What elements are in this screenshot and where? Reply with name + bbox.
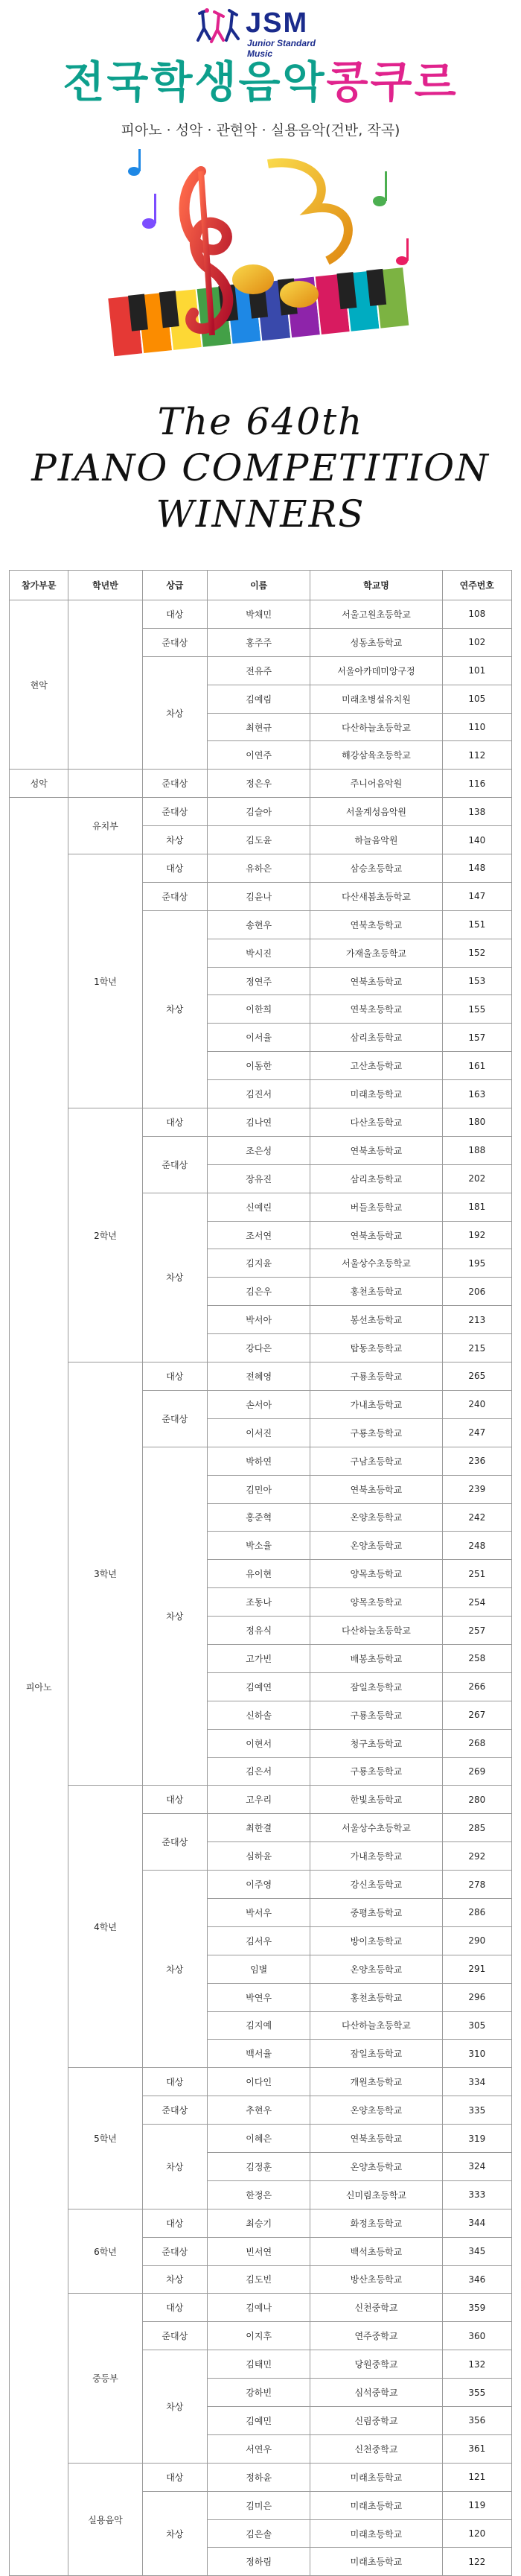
num-cell: 247 [442, 1418, 511, 1447]
num-cell: 291 [442, 1955, 511, 1983]
name-cell: 이현서 [208, 1729, 310, 1757]
table-row [10, 1108, 512, 1137]
name-cell: 정하윤 [208, 2463, 310, 2491]
num-cell: 296 [442, 1983, 511, 2011]
award-cell: 대상 [142, 2068, 208, 2096]
school-cell: 서울아카데미앙구정 [310, 656, 442, 685]
school-cell: 구룡초등학교 [310, 1362, 442, 1391]
brand-subtitle: Junior Standard Music [247, 38, 316, 59]
name-cell: 심하윤 [208, 1842, 310, 1871]
num-cell: 278 [442, 1871, 511, 1899]
num-cell: 286 [442, 1898, 511, 1926]
jsm-logo [194, 7, 342, 59]
header-name: 이름 [208, 571, 310, 600]
num-cell: 110 [442, 713, 511, 741]
num-cell: 161 [442, 1052, 511, 1080]
name-cell: 김은서 [208, 1757, 310, 1786]
award-cell: 대상 [142, 1786, 208, 1814]
award-cell: 준대상 [142, 770, 208, 798]
name-cell: 정은우 [208, 770, 310, 798]
school-cell: 중평초등학교 [310, 1898, 442, 1926]
name-cell: 김정훈 [208, 2152, 310, 2180]
title-part-1: 전국학생음악 [63, 57, 327, 107]
school-cell: 방이초등학교 [310, 1926, 442, 1955]
school-cell: 미래초등학교 [310, 2491, 442, 2519]
school-cell: 온양초등학교 [310, 1503, 442, 1532]
school-cell: 구룡초등학교 [310, 1701, 442, 1729]
num-cell: 112 [442, 741, 511, 770]
award-cell: 준대상 [142, 1814, 208, 1871]
num-cell: 102 [442, 628, 511, 656]
num-cell: 155 [442, 995, 511, 1024]
school-cell: 미래초등학교 [310, 2463, 442, 2491]
num-cell: 355 [442, 2379, 511, 2407]
num-cell: 361 [442, 2434, 511, 2463]
num-cell: 239 [442, 1475, 511, 1503]
table-row [10, 1362, 512, 1391]
school-cell: 신천중학교 [310, 2434, 442, 2463]
school-cell: 양목초등학교 [310, 1560, 442, 1588]
table-row [10, 2068, 512, 2096]
num-cell: 180 [442, 1108, 511, 1137]
num-cell: 267 [442, 1701, 511, 1729]
school-cell: 연북초등학교 [310, 1136, 442, 1164]
award-cell: 대상 [142, 2463, 208, 2491]
award-cell: 차상 [142, 1447, 208, 1786]
num-cell: 153 [442, 967, 511, 995]
title-part-2: 콩쿠르 [326, 57, 458, 107]
winners-line-2: PIANO COMPETITION [31, 446, 490, 489]
table-row [10, 1786, 512, 1814]
num-cell: 360 [442, 2322, 511, 2350]
name-cell: 이연주 [208, 741, 310, 770]
name-cell: 조은성 [208, 1136, 310, 1164]
header-number: 연주번호 [442, 571, 511, 600]
award-cell: 준대상 [142, 2322, 208, 2350]
award-cell: 준대상 [142, 1136, 208, 1193]
school-cell: 가내초등학교 [310, 1842, 442, 1871]
name-cell: 한정은 [208, 2180, 310, 2209]
name-cell: 김은우 [208, 1278, 310, 1306]
name-cell: 김태민 [208, 2350, 310, 2379]
name-cell: 장유진 [208, 1164, 310, 1193]
num-cell: 181 [442, 1193, 511, 1221]
school-cell: 가내초등학교 [310, 1390, 442, 1418]
table-header-row [10, 571, 512, 600]
award-cell: 차상 [142, 1193, 208, 1362]
name-cell: 김예민 [208, 2407, 310, 2435]
num-cell: 147 [442, 882, 511, 910]
num-cell: 269 [442, 1757, 511, 1786]
num-cell: 215 [442, 1334, 511, 1362]
num-cell: 265 [442, 1362, 511, 1391]
name-cell: 김은솔 [208, 2519, 310, 2548]
header-school: 학교명 [310, 571, 442, 600]
school-cell: 구남초등학교 [310, 1447, 442, 1475]
award-cell: 대상 [142, 600, 208, 629]
num-cell: 138 [442, 798, 511, 826]
num-cell: 310 [442, 2040, 511, 2068]
num-cell: 188 [442, 1136, 511, 1164]
name-cell: 김도빈 [208, 2265, 310, 2294]
school-cell: 온양초등학교 [310, 2096, 442, 2125]
winners-heading [0, 399, 521, 537]
school-cell: 화정초등학교 [310, 2209, 442, 2237]
school-cell: 다산초등학교 [310, 1108, 442, 1137]
name-cell: 송현우 [208, 910, 310, 939]
num-cell: 240 [442, 1390, 511, 1418]
num-cell: 292 [442, 1842, 511, 1871]
name-cell: 정연주 [208, 967, 310, 995]
award-cell: 차상 [142, 2125, 208, 2209]
table-row [10, 798, 512, 826]
num-cell: 151 [442, 910, 511, 939]
name-cell: 백서율 [208, 2040, 310, 2068]
award-cell: 대상 [142, 854, 208, 883]
num-cell: 359 [442, 2294, 511, 2322]
name-cell: 김도윤 [208, 826, 310, 854]
school-cell: 연북초등학교 [310, 1221, 442, 1249]
name-cell: 신하솔 [208, 1701, 310, 1729]
name-cell: 김예림 [208, 685, 310, 713]
school-cell: 연주중학교 [310, 2322, 442, 2350]
school-cell: 신미림초등학교 [310, 2180, 442, 2209]
school-cell: 배봉초등학교 [310, 1644, 442, 1672]
num-cell: 152 [442, 939, 511, 967]
school-cell: 버들초등학교 [310, 1193, 442, 1221]
award-cell: 차상 [142, 2265, 208, 2294]
name-cell: 최현규 [208, 713, 310, 741]
award-cell: 차상 [142, 1871, 208, 2068]
grade-cell: 2학년 [68, 1108, 142, 1362]
name-cell: 김서우 [208, 1926, 310, 1955]
winners-table [9, 570, 512, 2576]
school-cell: 고산초등학교 [310, 1052, 442, 1080]
num-cell: 101 [442, 656, 511, 685]
name-cell: 최한결 [208, 1814, 310, 1842]
table-row [10, 854, 512, 883]
grade-cell: 5학년 [68, 2068, 142, 2209]
school-cell: 가재울초등학교 [310, 939, 442, 967]
name-cell: 김윤나 [208, 882, 310, 910]
name-cell: 이혜은 [208, 2125, 310, 2153]
award-cell: 준대상 [142, 2096, 208, 2125]
school-cell: 주니어음악원 [310, 770, 442, 798]
category-cell: 현악 [10, 600, 68, 770]
num-cell: 120 [442, 2519, 511, 2548]
school-cell: 온양초등학교 [310, 1532, 442, 1560]
school-cell: 당원중학교 [310, 2350, 442, 2379]
num-cell: 121 [442, 2463, 511, 2491]
num-cell: 202 [442, 1164, 511, 1193]
num-cell: 116 [442, 770, 511, 798]
name-cell: 정하림 [208, 2548, 310, 2576]
school-cell: 다산하늘초등학교 [310, 1617, 442, 1645]
name-cell: 이서진 [208, 1418, 310, 1447]
name-cell: 강다은 [208, 1334, 310, 1362]
name-cell: 김나연 [208, 1108, 310, 1137]
school-cell: 삼승초등학교 [310, 854, 442, 883]
num-cell: 105 [442, 685, 511, 713]
school-cell: 연북초등학교 [310, 1475, 442, 1503]
grade-cell: 3학년 [68, 1362, 142, 1786]
grade-cell: 실용음악 [68, 2463, 142, 2576]
school-cell: 미래초등학교 [310, 2548, 442, 2576]
name-cell: 전혜영 [208, 1362, 310, 1391]
grade-cell: 중등부 [68, 2294, 142, 2463]
school-cell: 신림중학교 [310, 2407, 442, 2435]
award-cell: 차상 [142, 2491, 208, 2576]
num-cell: 195 [442, 1249, 511, 1278]
name-cell: 추현우 [208, 2096, 310, 2125]
grade-cell [68, 770, 142, 798]
school-cell: 연북초등학교 [310, 910, 442, 939]
name-cell: 박서우 [208, 1898, 310, 1926]
num-cell: 192 [442, 1221, 511, 1249]
winners-line-1: The 640th [157, 400, 364, 443]
school-cell: 강신초등학교 [310, 1871, 442, 1899]
category-cell: 성악 [10, 770, 68, 798]
num-cell: 290 [442, 1926, 511, 1955]
num-cell: 254 [442, 1588, 511, 1617]
award-cell: 준대상 [142, 1390, 208, 1447]
num-cell: 285 [442, 1814, 511, 1842]
school-cell: 방산초등학교 [310, 2265, 442, 2294]
num-cell: 266 [442, 1672, 511, 1701]
name-cell: 김슬아 [208, 798, 310, 826]
num-cell: 356 [442, 2407, 511, 2435]
school-cell: 온양초등학교 [310, 1955, 442, 1983]
school-cell: 양목초등학교 [310, 1588, 442, 1617]
name-cell: 박시진 [208, 939, 310, 967]
school-cell: 미래초병설유치원 [310, 685, 442, 713]
award-cell: 준대상 [142, 628, 208, 656]
name-cell: 이다인 [208, 2068, 310, 2096]
table-row [10, 770, 512, 798]
name-cell: 정유식 [208, 1617, 310, 1645]
name-cell: 이지후 [208, 2322, 310, 2350]
name-cell: 이주영 [208, 1871, 310, 1899]
award-cell: 대상 [142, 1108, 208, 1137]
school-cell: 개원초등학교 [310, 2068, 442, 2096]
name-cell: 김예나 [208, 2294, 310, 2322]
school-cell: 하늘음악원 [310, 826, 442, 854]
name-cell: 서연우 [208, 2434, 310, 2463]
name-cell: 김미은 [208, 2491, 310, 2519]
school-cell: 미래초등학교 [310, 1080, 442, 1108]
num-cell: 157 [442, 1024, 511, 1052]
num-cell: 236 [442, 1447, 511, 1475]
school-cell: 해강삼육초등학교 [310, 741, 442, 770]
school-cell: 잠일초등학교 [310, 2040, 442, 2068]
grade-cell: 6학년 [68, 2209, 142, 2294]
name-cell: 박하연 [208, 1447, 310, 1475]
name-cell: 박소율 [208, 1532, 310, 1560]
school-cell: 연북초등학교 [310, 995, 442, 1024]
table-row [10, 2294, 512, 2322]
name-cell: 유이현 [208, 1560, 310, 1588]
num-cell: 148 [442, 854, 511, 883]
header-award: 상급 [142, 571, 208, 600]
award-cell: 차상 [142, 826, 208, 854]
school-cell: 백석초등학교 [310, 2237, 442, 2265]
num-cell: 346 [442, 2265, 511, 2294]
name-cell: 김예연 [208, 1672, 310, 1701]
name-cell: 조동나 [208, 1588, 310, 1617]
school-cell: 다산새봄초등학교 [310, 882, 442, 910]
school-cell: 한빛초등학교 [310, 1786, 442, 1814]
name-cell: 고우리 [208, 1786, 310, 1814]
award-cell: 대상 [142, 2294, 208, 2322]
school-cell: 미래초등학교 [310, 2519, 442, 2548]
name-cell: 이한희 [208, 995, 310, 1024]
school-cell: 봉선초등학교 [310, 1306, 442, 1334]
name-cell: 이서율 [208, 1024, 310, 1052]
school-cell: 청구초등학교 [310, 1729, 442, 1757]
num-cell: 334 [442, 2068, 511, 2096]
num-cell: 257 [442, 1617, 511, 1645]
header-grade: 학년반 [68, 571, 142, 600]
num-cell: 122 [442, 2548, 511, 2576]
school-cell: 서울상수초등학교 [310, 1814, 442, 1842]
num-cell: 324 [442, 2152, 511, 2180]
school-cell: 온양초등학교 [310, 2152, 442, 2180]
school-cell: 서울계성음악원 [310, 798, 442, 826]
music-keyboard-illustration [89, 142, 432, 395]
grade-cell [68, 600, 142, 770]
header-banner [0, 0, 521, 589]
award-cell: 차상 [142, 910, 208, 1108]
dancing-figures-icon [194, 7, 241, 45]
category-cell: 피아노 [10, 798, 68, 2576]
competition-subtitle: 피아노 · 성악 · 관현악 · 실용음악(건반, 작곡) [121, 122, 400, 139]
name-cell: 유하은 [208, 854, 310, 883]
school-cell: 연북초등학교 [310, 2125, 442, 2153]
num-cell: 108 [442, 600, 511, 629]
award-cell: 차상 [142, 2350, 208, 2464]
school-cell: 탑동초등학교 [310, 1334, 442, 1362]
num-cell: 206 [442, 1278, 511, 1306]
num-cell: 163 [442, 1080, 511, 1108]
name-cell: 홍준혁 [208, 1503, 310, 1532]
school-cell: 구룡초등학교 [310, 1418, 442, 1447]
num-cell: 268 [442, 1729, 511, 1757]
award-cell: 준대상 [142, 798, 208, 826]
num-cell: 333 [442, 2180, 511, 2209]
award-cell: 차상 [142, 656, 208, 770]
grade-cell: 1학년 [68, 854, 142, 1108]
winners-line-3: WINNERS [156, 492, 365, 536]
header-category: 참가부문 [10, 571, 68, 600]
name-cell: 최승기 [208, 2209, 310, 2237]
name-cell: 김지예 [208, 2011, 310, 2040]
school-cell: 서울상수초등학교 [310, 1249, 442, 1278]
school-cell: 홍천초등학교 [310, 1278, 442, 1306]
num-cell: 280 [442, 1786, 511, 1814]
name-cell: 손서아 [208, 1390, 310, 1418]
school-cell: 삼리초등학교 [310, 1024, 442, 1052]
name-cell: 김진서 [208, 1080, 310, 1108]
school-cell: 심석중학교 [310, 2379, 442, 2407]
num-cell: 251 [442, 1560, 511, 1588]
grade-cell: 4학년 [68, 1786, 142, 2068]
name-cell: 김민아 [208, 1475, 310, 1503]
num-cell: 319 [442, 2125, 511, 2153]
num-cell: 248 [442, 1532, 511, 1560]
school-cell: 다산하늘초등학교 [310, 713, 442, 741]
num-cell: 242 [442, 1503, 511, 1532]
num-cell: 140 [442, 826, 511, 854]
school-cell: 성동초등학교 [310, 628, 442, 656]
name-cell: 강하빈 [208, 2379, 310, 2407]
name-cell: 김지윤 [208, 1249, 310, 1278]
num-cell: 132 [442, 2350, 511, 2379]
award-cell: 준대상 [142, 2237, 208, 2265]
table-body [10, 600, 512, 2576]
table-row [10, 2463, 512, 2491]
name-cell: 고가빈 [208, 1644, 310, 1672]
num-cell: 344 [442, 2209, 511, 2237]
grade-cell: 유치부 [68, 798, 142, 854]
name-cell: 박서아 [208, 1306, 310, 1334]
name-cell: 신예린 [208, 1193, 310, 1221]
num-cell: 305 [442, 2011, 511, 2040]
name-cell: 박연우 [208, 1983, 310, 2011]
name-cell: 홍주주 [208, 628, 310, 656]
school-cell: 서울고원초등학교 [310, 600, 442, 629]
name-cell: 임별 [208, 1955, 310, 1983]
table-row [10, 2209, 512, 2237]
school-cell: 구룡초등학교 [310, 1757, 442, 1786]
school-cell: 신천중학교 [310, 2294, 442, 2322]
name-cell: 조서연 [208, 1221, 310, 1249]
school-cell: 다산하늘초등학교 [310, 2011, 442, 2040]
num-cell: 258 [442, 1644, 511, 1672]
competition-title [0, 52, 521, 112]
school-cell: 홍천초등학교 [310, 1983, 442, 2011]
num-cell: 213 [442, 1306, 511, 1334]
name-cell: 빈서연 [208, 2237, 310, 2265]
name-cell: 박채민 [208, 600, 310, 629]
brand-name: JSM [246, 7, 309, 39]
school-cell: 연북초등학교 [310, 967, 442, 995]
award-cell: 대상 [142, 2209, 208, 2237]
table-row [10, 600, 512, 629]
school-cell: 잠일초등학교 [310, 1672, 442, 1701]
name-cell: 이동한 [208, 1052, 310, 1080]
award-cell: 준대상 [142, 882, 208, 910]
school-cell: 삼리초등학교 [310, 1164, 442, 1193]
num-cell: 335 [442, 2096, 511, 2125]
num-cell: 119 [442, 2491, 511, 2519]
award-cell: 대상 [142, 1362, 208, 1391]
name-cell: 전유주 [208, 656, 310, 685]
num-cell: 345 [442, 2237, 511, 2265]
